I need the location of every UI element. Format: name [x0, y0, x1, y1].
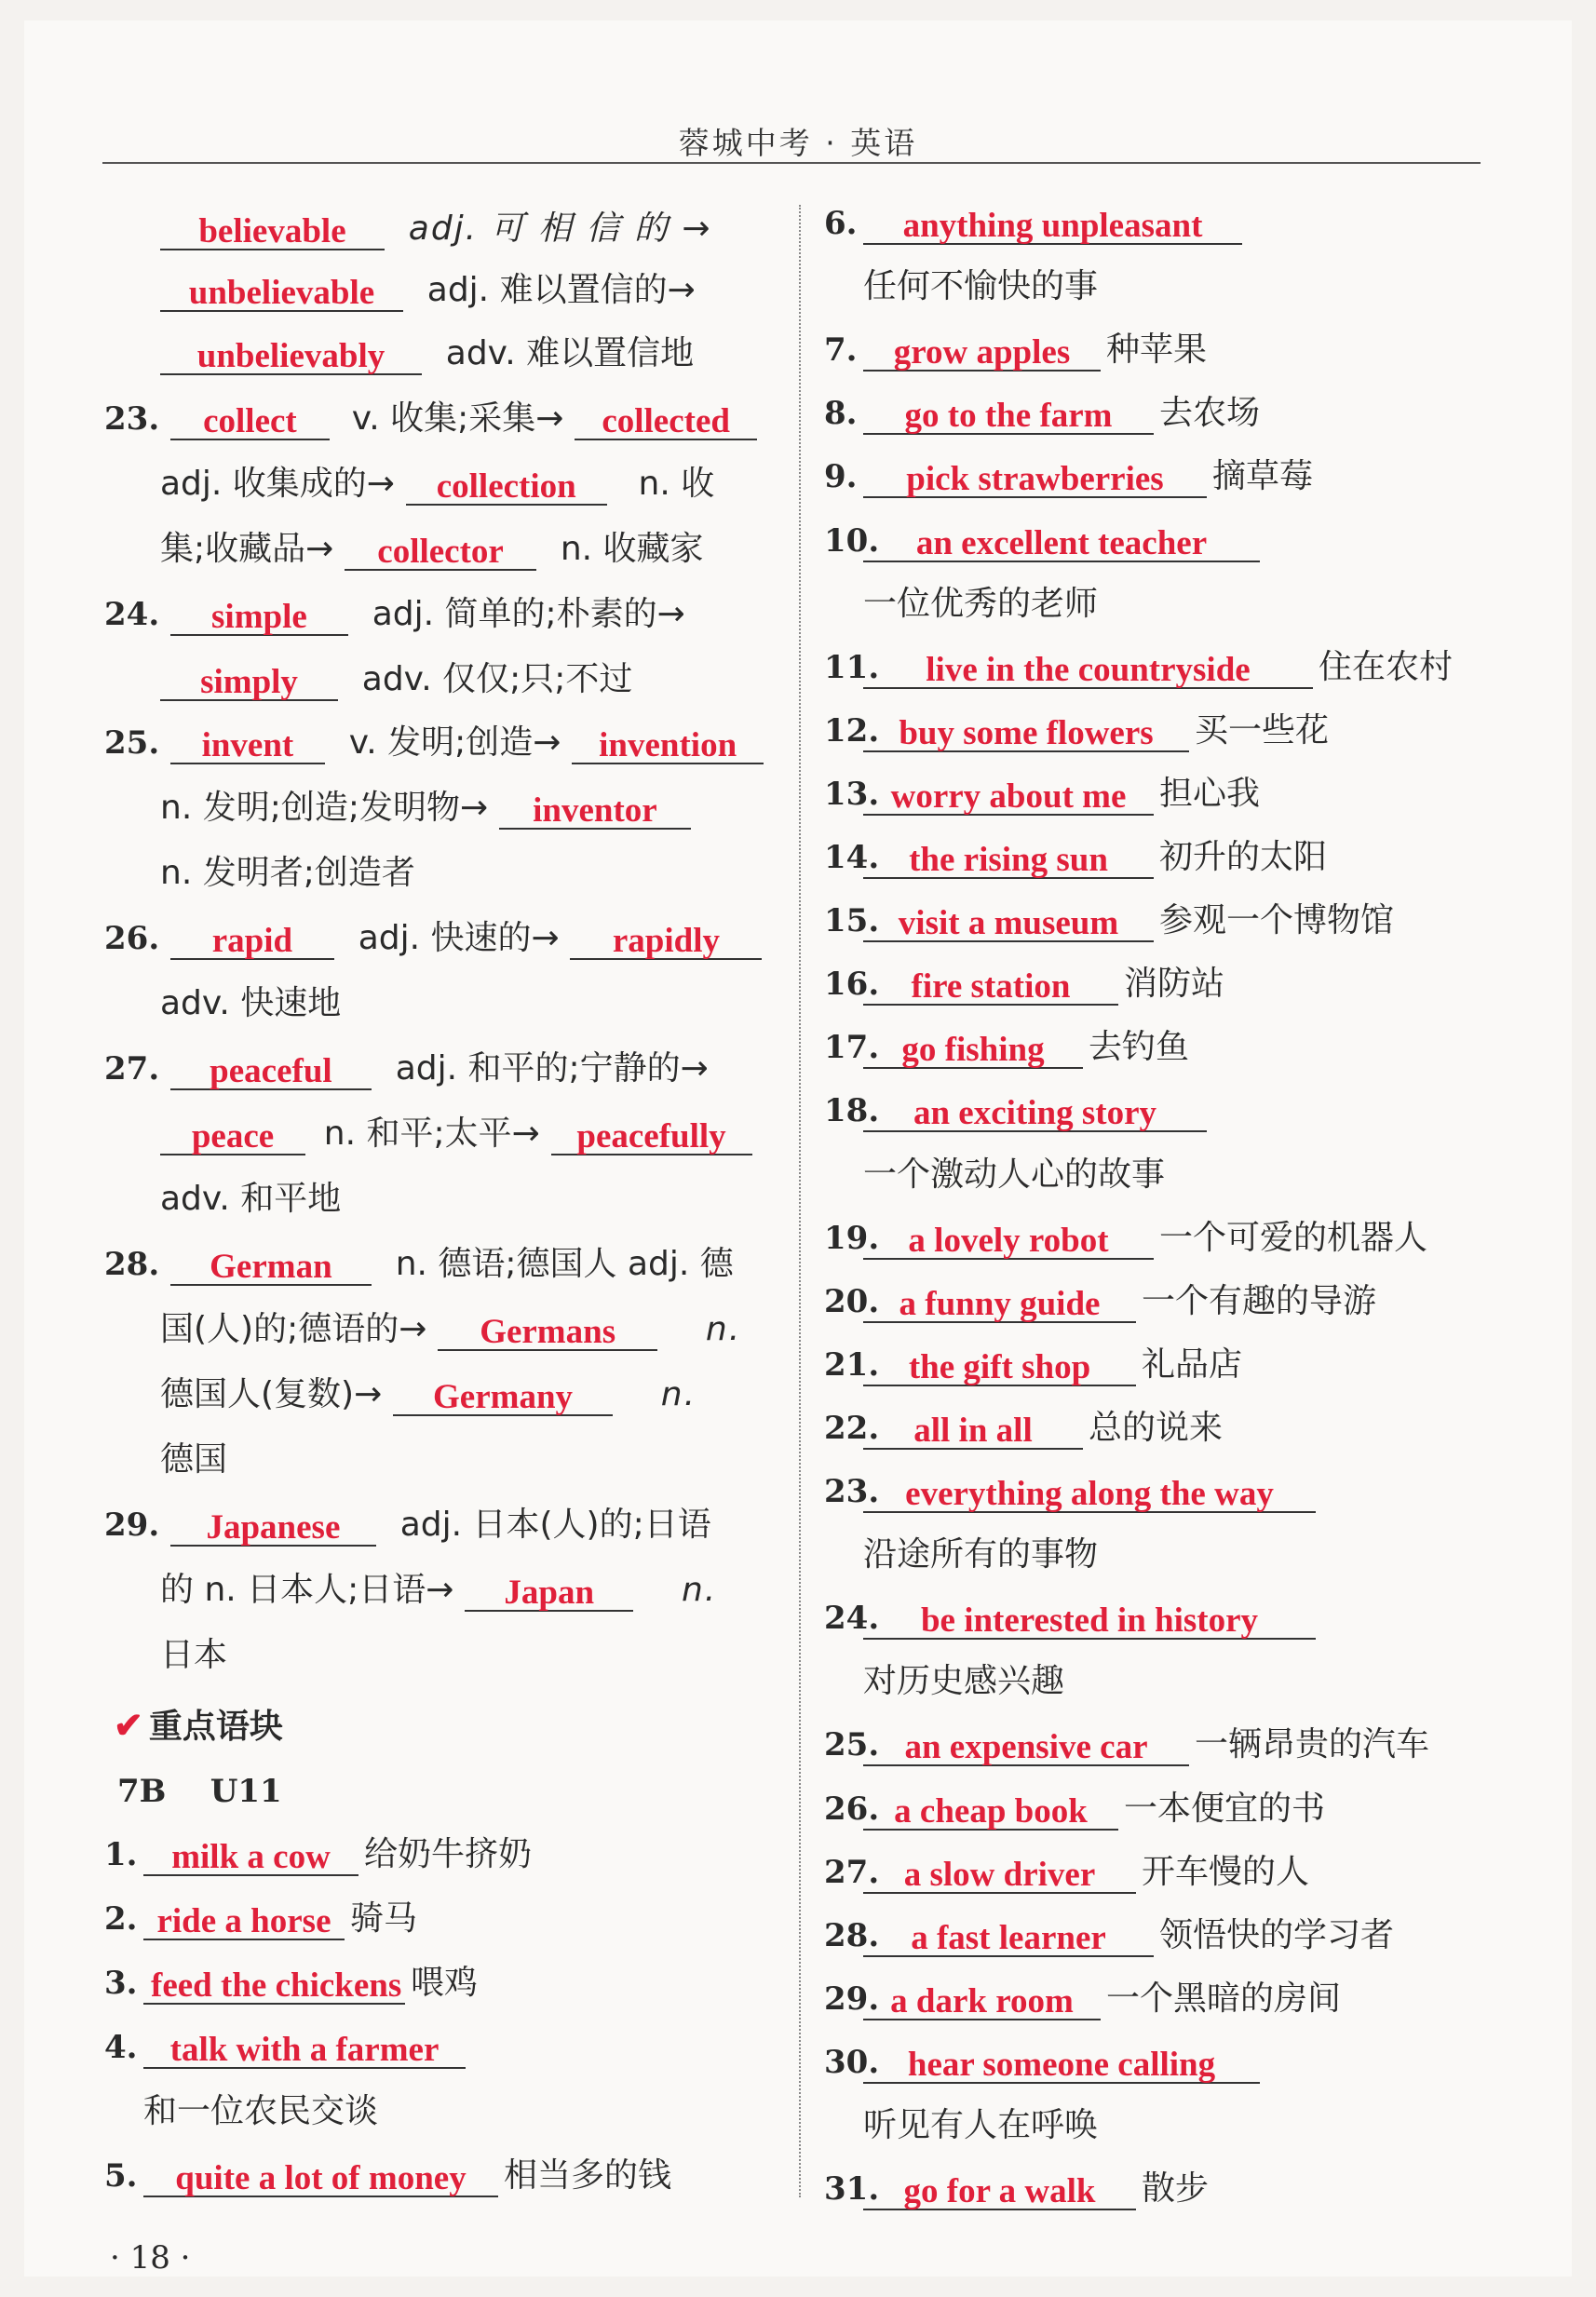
definition: v. 发明;创造→: [348, 723, 561, 762]
definition: adv. 快速地: [160, 984, 342, 1022]
phrase-line: [104, 1897, 417, 1939]
phrase-number: 5.: [104, 2157, 138, 2195]
phrase-line: [824, 1279, 1376, 1322]
phrase-number: 18.: [824, 1092, 880, 1130]
translation: 沿途所有的事物: [863, 1535, 1099, 1574]
phrase-line: [824, 1025, 1189, 1068]
phrase-number: 23.: [824, 1473, 880, 1510]
answer-blank: [863, 775, 1154, 816]
answer: a fast learner: [911, 1918, 1106, 1957]
answer: a cheap book: [894, 1791, 1088, 1831]
phrase-line: [824, 1850, 1309, 1893]
phrase-line: [104, 2089, 378, 2132]
answer: grow apples: [893, 333, 1071, 372]
answer-blank: [863, 331, 1101, 372]
phrase-number: 8.: [824, 395, 858, 433]
answer-blank: [863, 901, 1154, 942]
phrase-line: [824, 709, 1329, 751]
phrase-number: 19.: [824, 1219, 880, 1257]
definition: adv. 仅仅;只;不过: [361, 660, 633, 698]
answer: a dark room: [890, 1981, 1074, 2020]
entry-27-line-1: [104, 1047, 709, 1089]
phrase-line: [824, 1533, 1098, 1575]
checkmark-icon: ✔: [114, 1704, 143, 1746]
answer: an excellent teacher: [915, 523, 1208, 562]
phrase-number: 13.: [824, 775, 880, 813]
entry-number: 23.: [104, 400, 160, 438]
answer: worry about me: [890, 777, 1127, 816]
translation: 一个可爱的机器人: [1159, 1218, 1428, 1257]
answer: collector: [377, 533, 504, 571]
answer: a slow driver: [903, 1855, 1096, 1894]
unit-label: 7B U11: [117, 1773, 282, 1810]
translation: 开车慢的人: [1142, 1852, 1310, 1891]
answer: collect: [203, 402, 297, 440]
translation: 领悟快的学习者: [1159, 1915, 1395, 1954]
entry-24-line-2: [160, 657, 632, 700]
answer-blank: [863, 204, 1242, 245]
entry-number: 25.: [104, 724, 160, 762]
answer: invent: [201, 726, 294, 764]
translation: 一个有趣的导游: [1142, 1281, 1377, 1320]
answer: simply: [200, 663, 298, 701]
phrase-line: [824, 1787, 1325, 1830]
answer: Germany: [433, 1378, 574, 1416]
translation: 骑马: [350, 1899, 418, 1938]
answer: visit a museum: [898, 904, 1119, 943]
phrase-line: [104, 2025, 466, 2068]
phrase-number: 20.: [824, 1282, 880, 1320]
column-divider: [799, 205, 801, 2197]
phrase-line: [824, 2040, 1260, 2083]
translation: 总的说来: [1089, 1408, 1224, 1447]
phrase-line: [824, 328, 1207, 371]
entry-28-line-2: [160, 1307, 741, 1350]
phrase-line: [824, 1088, 1207, 1131]
translation: 一位优秀的老师: [863, 584, 1099, 623]
phrase-line: [104, 1832, 532, 1875]
answer-blank: [143, 1835, 358, 1876]
answer-blank: [863, 838, 1154, 879]
entry-23-line-1: [104, 397, 757, 439]
entry-27-line-2: [160, 1112, 752, 1155]
translation: 去农场: [1159, 394, 1261, 433]
definition: 德国: [160, 1440, 228, 1479]
entry-25-line-1: [104, 721, 764, 763]
definition: n. 收藏家: [560, 530, 704, 568]
answer: go to the farm: [904, 397, 1113, 436]
phrase-line: [824, 1977, 1341, 2020]
translation: 买一些花: [1195, 710, 1330, 750]
answer-blank: [143, 2156, 498, 2197]
translation: 礼品店: [1142, 1344, 1243, 1384]
entry-22-line-1: [160, 207, 712, 250]
translation: 一辆昂贵的汽车: [1195, 1725, 1430, 1764]
translation: 散步: [1142, 2169, 1210, 2209]
phrase-line: [824, 454, 1313, 497]
entry-number: 28.: [104, 1246, 160, 1283]
answer: peace: [191, 1117, 275, 1155]
phrase-line: [824, 2103, 1098, 2146]
answer: feed the chickens: [151, 1966, 402, 2005]
answer: unbelievably: [196, 337, 385, 375]
answer: simple: [211, 598, 307, 636]
phrase-number: 4.: [104, 2029, 138, 2066]
definition: n.: [705, 1310, 742, 1348]
definition: adv. 和平地: [160, 1180, 342, 1218]
phrase-number: 22.: [824, 1409, 880, 1447]
page-header: 蓉城中考 · 英语: [678, 125, 918, 161]
entry-22-line-2: [160, 268, 696, 311]
translation: 一个黑暗的房间: [1106, 1979, 1342, 2018]
phrase-line: [824, 1913, 1394, 1956]
phrase-line: [824, 264, 1098, 307]
answer: Germans: [480, 1313, 616, 1351]
definition: n. 发明;创造;发明物→: [160, 789, 489, 827]
entry-29-line-3: [160, 1633, 227, 1676]
translation: 消防站: [1124, 965, 1225, 1004]
answer-blank: [143, 2028, 466, 2069]
entry-29-line-1: [104, 1503, 711, 1546]
entry-28-line-4: [160, 1438, 227, 1480]
answer: rapid: [211, 922, 293, 960]
definition: adj. 难以置信的→: [426, 271, 696, 309]
answer: rapidly: [612, 922, 720, 960]
entry-25-line-2: [160, 786, 691, 829]
translation: 对历史感兴趣: [863, 1662, 1065, 1701]
phrase-number: 14.: [824, 839, 880, 876]
phrase-number: 1.: [104, 1836, 138, 1873]
answer: German: [210, 1248, 332, 1286]
answer: inventor: [533, 791, 657, 830]
translation: 相当多的钱: [504, 2156, 672, 2195]
answer: an exciting story: [913, 1094, 1157, 1133]
translation: 喂鸡: [411, 1964, 479, 2002]
answer: quite a lot of money: [175, 2159, 467, 2197]
entry-29-line-2: [160, 1568, 717, 1611]
entry-27-line-3: [160, 1177, 341, 1220]
answer: live in the countryside: [926, 650, 1251, 689]
answer-blank: [863, 1853, 1136, 1894]
answer-blank: [143, 1899, 345, 1940]
phrase-number: 2.: [104, 1900, 138, 1938]
translation: 初升的太阳: [1159, 838, 1328, 876]
answer: pick strawberries: [906, 460, 1164, 499]
phrase-number: 26.: [824, 1790, 880, 1828]
definition: n.: [681, 1571, 718, 1609]
answer: Japan: [504, 1574, 595, 1612]
phrase-number: 15.: [824, 902, 880, 940]
definition: 日本: [160, 1636, 228, 1674]
definition: v. 收集;采集→: [351, 399, 564, 438]
answer-blank: [863, 1091, 1207, 1132]
answer-blank: [863, 711, 1189, 752]
phrase-line: [824, 645, 1453, 688]
answer: talk with a farmer: [169, 2031, 440, 2069]
phrase-number: 31.: [824, 2170, 880, 2209]
entry-25-line-3: [160, 851, 415, 894]
definition: n. 收: [638, 465, 715, 503]
answer-blank: [863, 1028, 1083, 1069]
answer: hear someone calling: [907, 2045, 1216, 2084]
definition: adj. 简单的;朴素的→: [372, 595, 685, 633]
phrase-number: 11.: [824, 648, 880, 686]
definition: adj. 快速的→: [358, 919, 560, 957]
phrase-line: [824, 772, 1260, 815]
answer-blank: [863, 521, 1260, 562]
translation: 住在农村: [1319, 647, 1454, 686]
answer-blank: [863, 1345, 1136, 1386]
answer-blank: [863, 1790, 1118, 1831]
definition: n. 和平;太平→: [323, 1115, 540, 1153]
phrase-number: 17.: [824, 1029, 880, 1067]
answer: fire station: [911, 967, 1071, 1007]
entry-26-line-1: [104, 916, 762, 959]
definition: n.: [660, 1375, 697, 1413]
section-title: 重点语块: [148, 1708, 283, 1746]
answer: go fishing: [901, 1031, 1045, 1070]
answer-blank: [863, 1725, 1189, 1766]
phrase-line: [824, 1153, 1165, 1196]
definition: n. 发明者;创造者: [160, 854, 415, 892]
entry-number: 27.: [104, 1050, 160, 1088]
phrase-line: [824, 962, 1224, 1005]
definition: adv. 难以置信地: [445, 334, 695, 372]
answer-blank: [863, 1282, 1136, 1323]
answer: be interested in history: [920, 1601, 1259, 1641]
translation: 听见有人在呼唤: [863, 2106, 1099, 2144]
answer-blank: [863, 2043, 1260, 2084]
answer: all in all: [913, 1411, 1033, 1450]
header-rule: [102, 162, 1481, 164]
phrase-line: [824, 201, 1242, 244]
translation: 参观一个博物馆: [1159, 901, 1395, 940]
phrase-number: 30.: [824, 2043, 880, 2081]
phrase-number: 25.: [824, 1726, 880, 1764]
phrase-line: [824, 391, 1260, 434]
answer-blank: [863, 394, 1154, 435]
answer-blank: [863, 1409, 1083, 1450]
entry-22-line-3: [160, 331, 694, 374]
translation: 一个激动人心的故事: [863, 1155, 1166, 1194]
phrase-line: [824, 1723, 1429, 1765]
answer: collected: [602, 402, 730, 440]
answer-blank: [863, 965, 1118, 1006]
answer: anything unpleasant: [902, 207, 1203, 245]
answer: the rising sun: [909, 841, 1108, 879]
answer: invention: [599, 726, 737, 764]
definition: n. 德语;德国人 adj. 德: [395, 1245, 734, 1283]
translation: 一本便宜的书: [1124, 1789, 1326, 1828]
definition: adj. 可 相 信 的 →: [408, 209, 712, 248]
answer: unbelievable: [188, 274, 375, 312]
answer: a lovely robot: [908, 1221, 1109, 1260]
phrase-line: [824, 835, 1327, 878]
translation: 和一位农民交谈: [143, 2092, 379, 2130]
phrase-number: 10.: [824, 521, 880, 560]
entry-number: 26.: [104, 920, 160, 957]
answer-blank: [863, 1472, 1316, 1513]
phrase-line: [824, 1469, 1316, 1512]
phrase-line: [824, 582, 1098, 625]
phrase-line: [824, 1216, 1427, 1259]
translation: 给奶牛挤奶: [364, 1835, 533, 1873]
answer: ride a horse: [156, 1902, 331, 1940]
entry-number: 29.: [104, 1507, 160, 1544]
entry-number: 24.: [104, 596, 160, 633]
definition: 德国人(复数)→: [160, 1375, 383, 1413]
definition: 的 n. 日本人;日语→: [160, 1571, 454, 1609]
entry-28-line-1: [104, 1242, 734, 1285]
answer: an expensive car: [904, 1728, 1148, 1767]
translation: 摘草莓: [1212, 457, 1314, 496]
answer: a funny guide: [899, 1284, 1101, 1323]
entry-26-line-2: [160, 981, 341, 1024]
answer-blank: [863, 648, 1313, 689]
answer-blank: [863, 1916, 1154, 1957]
phrase-line: [104, 1961, 478, 2004]
phrase-line: [824, 1659, 1064, 1702]
answer-blank: [143, 1964, 405, 2005]
answer: collection: [436, 467, 576, 506]
phrase-number: 6.: [824, 205, 858, 242]
definition: 国(人)的;德语的→: [160, 1310, 427, 1348]
answer-blank: [863, 457, 1207, 498]
answer: the gift shop: [908, 1347, 1091, 1386]
answer: everything along the way: [905, 1475, 1274, 1513]
phrase-number: 21.: [824, 1345, 880, 1384]
answer: go for a walk: [903, 2172, 1096, 2211]
phrase-number: 7.: [824, 331, 858, 370]
definition: adj. 收集成的→: [160, 465, 395, 503]
answer: buy some flowers: [899, 713, 1154, 752]
phrase-line: [824, 2167, 1209, 2209]
phrase-number: 16.: [824, 966, 880, 1004]
definition: 集;收藏品→: [160, 530, 334, 568]
translation: 种苹果: [1106, 331, 1208, 370]
phrase-line: [824, 1343, 1242, 1385]
phrase-line: [824, 1596, 1316, 1639]
phrase-number: 27.: [824, 1853, 880, 1891]
answer: Japanese: [206, 1508, 341, 1547]
phrase-number: 24.: [824, 1600, 880, 1638]
phrase-number: 9.: [824, 458, 858, 496]
entry-24-line-1: [104, 592, 685, 635]
phrase-number: 28.: [824, 1916, 880, 1954]
phrase-number: 12.: [824, 711, 880, 750]
phrase-line: [824, 519, 1260, 561]
entry-28-line-3: [160, 1372, 697, 1415]
answer-blank: [863, 1219, 1154, 1260]
answer: believable: [198, 212, 346, 250]
definition: adj. 日本(人)的;日语: [399, 1506, 711, 1544]
entry-23-line-3: [160, 527, 704, 570]
answer-blank: [863, 1979, 1101, 2020]
definition: adj. 和平的;宁静的→: [395, 1049, 709, 1088]
phrase-line: [104, 2154, 671, 2196]
answer-blank: [863, 1599, 1316, 1640]
entry-23-line-2: [160, 462, 714, 505]
section-header: [114, 1704, 283, 1747]
answer: peaceful: [210, 1052, 332, 1090]
phrase-number: 29.: [824, 1979, 880, 2018]
page-number: · 18 ·: [110, 2239, 191, 2277]
phrase-line: [824, 899, 1394, 941]
translation: 任何不愉快的事: [863, 267, 1099, 306]
answer: peacefully: [576, 1117, 726, 1155]
phrase-number: 3.: [104, 1965, 138, 2002]
answer-blank: [863, 2169, 1136, 2210]
phrase-line: [824, 1406, 1223, 1449]
translation: 去钓鱼: [1089, 1028, 1190, 1067]
answer: milk a cow: [171, 1838, 331, 1876]
translation: 担心我: [1159, 774, 1261, 813]
